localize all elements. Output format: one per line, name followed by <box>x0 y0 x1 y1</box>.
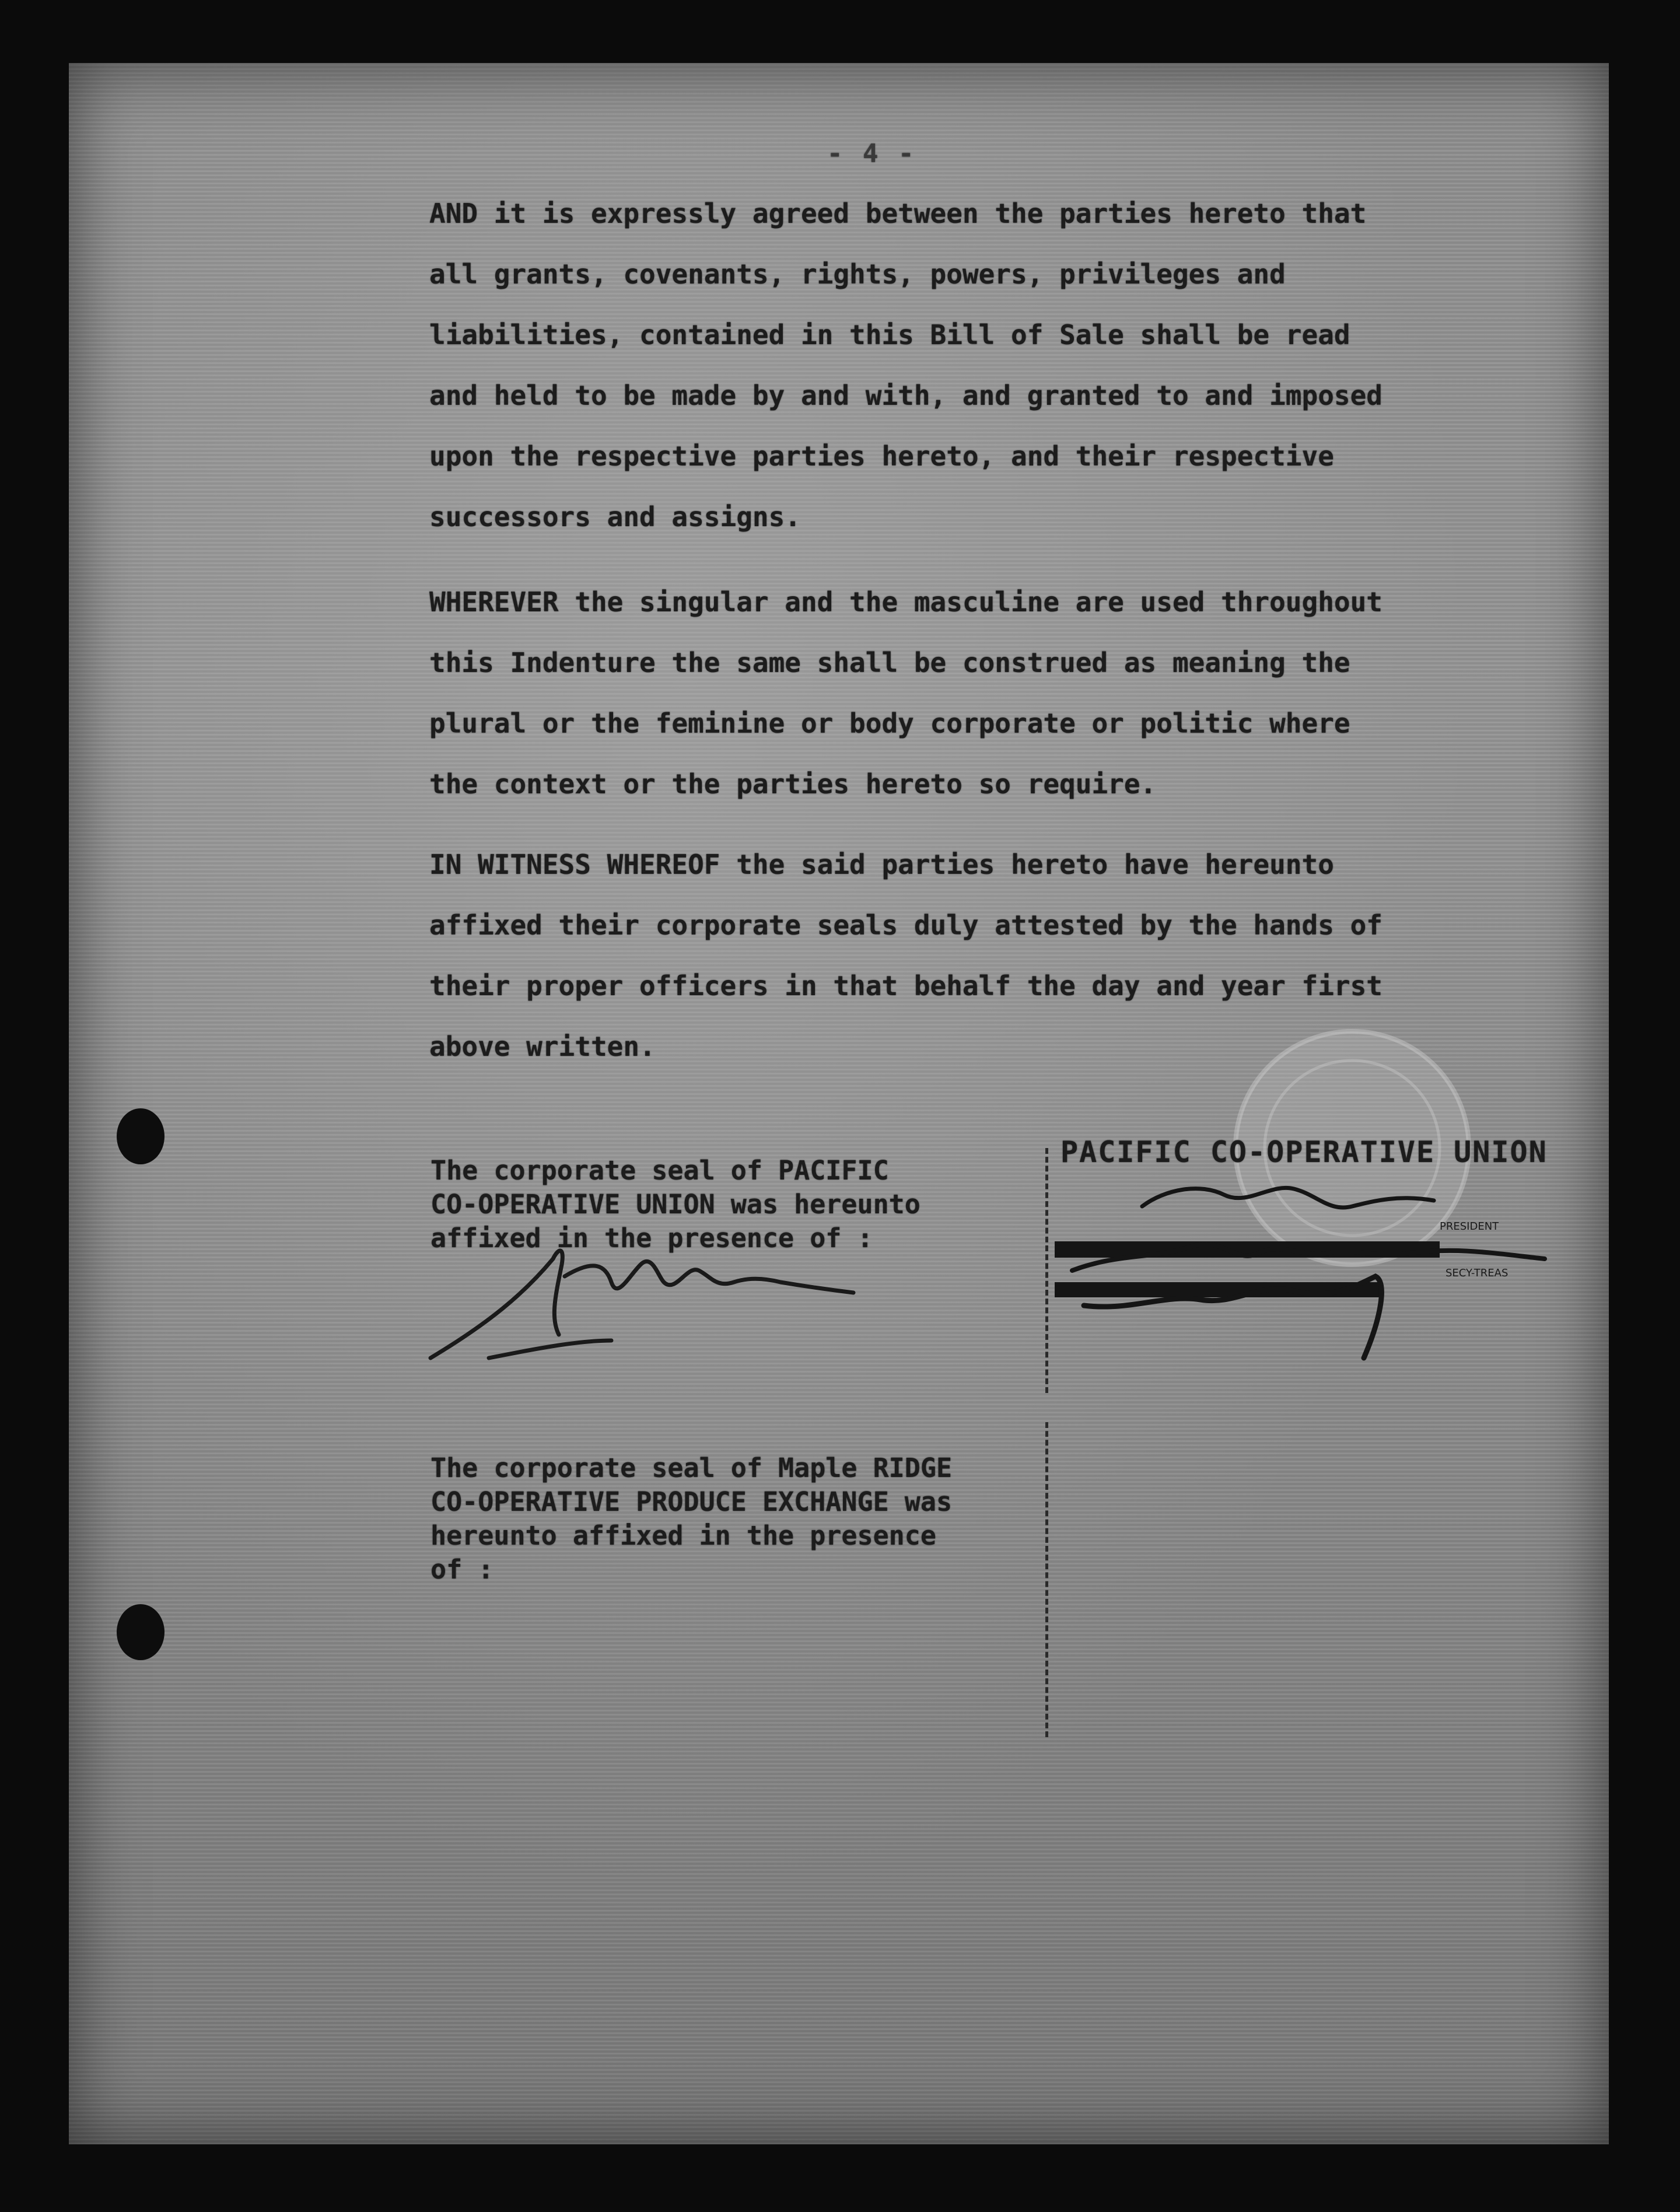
paragraph-lead: WHEREVER <box>429 586 559 618</box>
page-number: - 4 - <box>827 139 916 169</box>
seal-organization-name: PACIFIC CO-OPERATIVE UNION <box>1060 1135 1548 1169</box>
document-page <box>69 63 1609 2144</box>
paragraph-lead: IN WITNESS WHEREOF <box>429 849 720 880</box>
svg-text:SECY-TREAS: SECY-TREAS <box>1446 1267 1508 1279</box>
punch-hole <box>117 1108 164 1164</box>
punch-hole <box>117 1604 164 1660</box>
witness-signature <box>419 1224 862 1376</box>
signature-bracket <box>1031 1148 1048 1393</box>
paragraph-construction <box>429 572 1514 814</box>
paragraph-lead: AND <box>429 198 478 229</box>
svg-text:PRESIDENT: PRESIDENT <box>1440 1220 1499 1233</box>
officer-signatures <box>1049 1166 1609 1376</box>
paragraph-body: the singular and the masculine are used throughout this Indenture the same shall be construed as meaning the plural or the feminine or body corporate or politic where the context or the parties hereto so require. <box>429 586 1382 800</box>
witness-block-maple-ridge: The corporate seal of Maple RIDGE CO-OPERATIVE PRODUCE EXCHANGE was hereunto affixed in the presence of : <box>430 1452 953 1585</box>
paragraph-agreement <box>429 183 1514 547</box>
paragraph-body: the said parties hereto have hereunto affixed their corporate seals duly attested by the hands of their proper officers in that behalf the day and year first above written. <box>429 849 1382 1062</box>
witness-block-pacific: The corporate seal of PACIFIC CO-OPERATIVE UNION was hereunto affixed in the presence of : <box>430 1155 921 1254</box>
paragraph-body: it is expressly agreed between the parties hereto that all grants, covenants, rights, powers, privileges and liabilities, contained in this Bill of Sale shall be read and held to be made by and with, and granted to and imposed upon the respective parties hereto, and their respective successors and assigns. <box>429 198 1382 533</box>
